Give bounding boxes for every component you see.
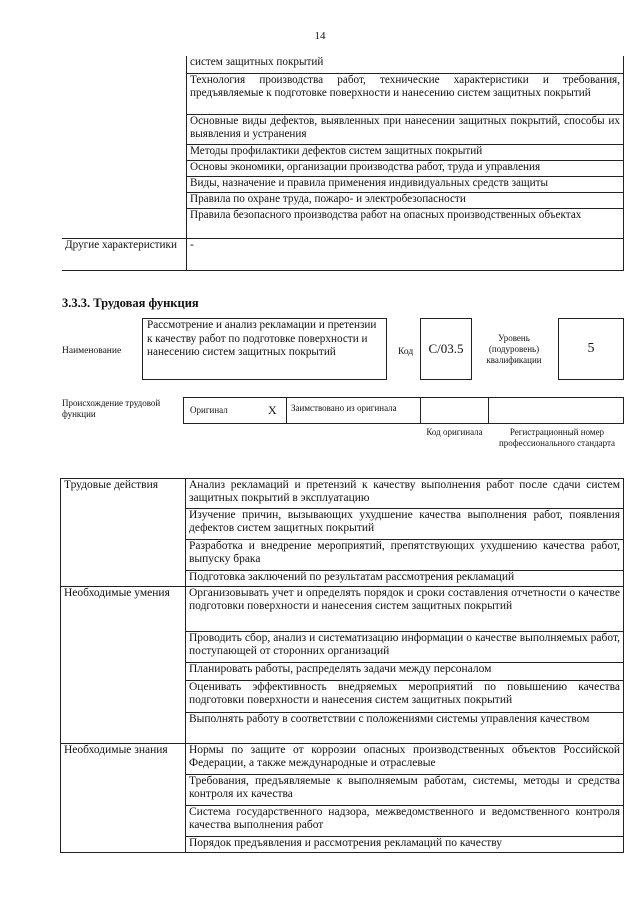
registration-number-caption: Регистрационный номер профессионального стандарта <box>498 427 616 448</box>
table-row: Нормы по защите от коррозии опасных производственных объектов Российской Федерации, а также международные и отраслевые <box>186 744 624 775</box>
table-row: Анализ рекламаций и претензий к качеству выполнения работ после сдачи систем защитных покрытий в эксплуатацию <box>186 479 624 509</box>
original-cell <box>183 397 287 424</box>
table-row: систем защитных покрытий <box>187 56 624 73</box>
level-label: Уровень (подуровень) квалификации <box>486 333 542 365</box>
registration-number-cell <box>488 397 624 424</box>
code-label: Код <box>398 347 414 357</box>
code-value: C/03.5 <box>420 318 472 380</box>
knowledge-continuation-table <box>62 56 624 271</box>
table-row: Требования, предъявляемые к выполняемым работам, системы, методы и средства контроля их качества <box>186 775 624 806</box>
table-row: Подготовка заключений по результатам рассмотрения рекламаций <box>186 571 624 587</box>
level-value: 5 <box>558 318 624 380</box>
original-code-cell <box>420 397 489 424</box>
labor-function-table <box>60 478 624 853</box>
borrowed-label: Заимствовано из оригинала <box>291 403 397 413</box>
page-number: 14 <box>314 30 326 42</box>
origin-label: Происхождение трудовой функции <box>62 398 161 419</box>
table-row: Технология производства работ, технические характеристики и требования, предъявляемые к подготовке поверхности и нанесению систем защитных покрытий <box>187 73 624 114</box>
original-code-caption: Код оригинала <box>426 427 483 437</box>
table-row: Организовывать учет и определять порядок и сроки составления отчетности о качестве подготовки поверхности и нанесения систем защитных покрытий <box>186 587 624 632</box>
group-label-knowledge: Необходимые знания <box>61 744 186 853</box>
table-row: Основы экономики, организации производства работ, труда и управления <box>187 160 624 176</box>
other-characteristics-value: - <box>187 238 624 270</box>
table-row: Правила по охране труда, пожаро- и электробезопасности <box>187 192 624 208</box>
other-characteristics-label: Другие характеристики <box>62 238 187 270</box>
group-label-labor-actions: Трудовые действия <box>61 479 186 587</box>
table-row: Изучение причин, вызывающих ухудшение качества выполнения работ, появления дефектов систем защитных покрытий <box>186 509 624 540</box>
table-row: Порядок предъявления и рассмотрения рекламаций по качеству <box>186 837 624 853</box>
group-label-skills: Необходимые умения <box>61 587 186 744</box>
original-mark: X <box>268 403 277 417</box>
original-label: Оригинал <box>190 405 228 415</box>
borrowed-cell <box>286 397 421 424</box>
table-row: Виды, назначение и правила применения индивидуальных средств защиты <box>187 176 624 192</box>
table-row: Оценивать эффективность внедряемых мероприятий по повышению качества подготовки поверхности и нанесения систем защитных покрытий <box>186 681 624 713</box>
table-row: Правила безопасного производства работ на опасных производственных объектах <box>187 208 624 238</box>
table-row: Основные виды дефектов, выявленных при нанесении защитных покрытий, способы их выявления и устранения <box>187 114 624 144</box>
table-row: Планировать работы, распределять задачи между персоналом <box>186 663 624 681</box>
table-row: Выполнять работу в соответствии с положениями системы управления качеством <box>186 713 624 744</box>
function-name-value: Рассмотрение и анализ рекламации и претензии к качеству работ по подготовке поверхности и нанесению систем защитных покрытий <box>142 318 387 380</box>
table-row: Система государственного надзора, межведомственного и ведомственного контроля качества выполнения работ <box>186 806 624 837</box>
empty-label-cell <box>62 56 187 238</box>
table-row: Разработка и внедрение мероприятий, препятствующих ухудшению качества работ, выпуску брака <box>186 540 624 571</box>
section-title: 3.3.3. Трудовая функция <box>62 296 199 310</box>
table-row: Проводить сбор, анализ и систематизацию информации о качестве выполняемых работ, поступающей от сторонних организаций <box>186 632 624 663</box>
name-label: Наименование <box>62 346 122 356</box>
table-row: Методы профилактики дефектов систем защитных покрытий <box>187 144 624 160</box>
